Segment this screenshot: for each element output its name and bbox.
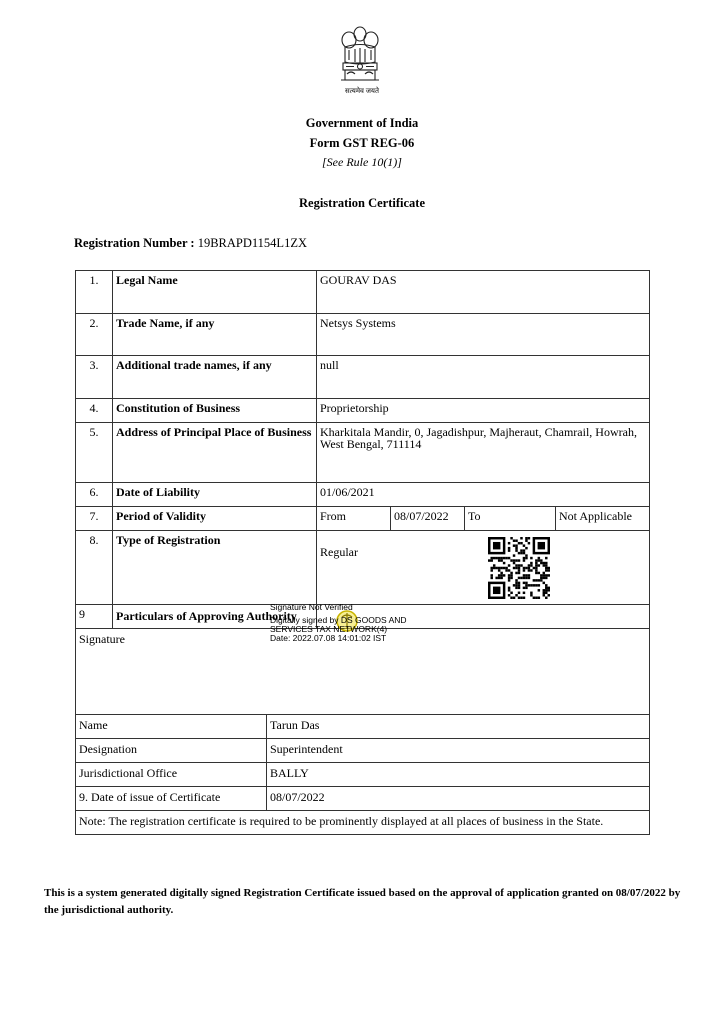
officer-value: Superintendent [267, 739, 650, 763]
validity-to-value: Not Applicable [556, 507, 650, 531]
officer-value: 08/07/2022 [267, 787, 650, 811]
table-row [76, 739, 650, 763]
row-value [317, 531, 650, 605]
signature-date: Date: 2022.07.08 14:01:02 IST [270, 633, 387, 643]
row-label: Date of Liability [113, 483, 317, 507]
row-value: Proprietorship [317, 399, 650, 423]
approving-authority-table [75, 628, 650, 835]
row-number: 3. [76, 356, 113, 399]
digital-signature-stamp [270, 603, 407, 643]
signature-label: Signature [76, 629, 650, 715]
officer-label: 9. Date of issue of Certificate [76, 787, 267, 811]
row-label: Particulars of Approving Authority [113, 605, 317, 629]
registration-type: Regular [320, 545, 358, 559]
row-label: Constitution of Business [113, 399, 317, 423]
row-value: GOURAV DAS [317, 271, 650, 314]
registration-number-value: 19BRAPD1154L1ZX [197, 236, 307, 250]
certificate-note: Note: The registration certificate is required to be prominently displayed at all places of business in the State. [76, 811, 650, 835]
rule-reference: [See Rule 10(1)] [322, 155, 402, 169]
row-value: null [317, 356, 650, 399]
row-label: Type of Registration [113, 531, 317, 605]
table-row [76, 507, 650, 531]
table-row [76, 423, 650, 483]
officer-value: Tarun Das [267, 715, 650, 739]
signature-signer: Digitally signed by DS GOODS AND [270, 615, 407, 625]
qr-code-icon [488, 537, 550, 599]
validity-from-value: 08/07/2022 [391, 507, 465, 531]
row-number: 8. [76, 531, 113, 605]
row-number: 9 [76, 605, 113, 629]
row-number: 4. [76, 399, 113, 423]
signature-status: Signature Not Verified [270, 602, 353, 612]
row-value: 01/06/2021 [317, 483, 650, 507]
validity-to-label: To [465, 507, 556, 531]
row-value: Kharkitala Mandir, 0, Jagadishpur, Majheraut, Chamrail, Howrah, West Bengal, 711114 [317, 423, 650, 483]
row-label: Address of Principal Place of Business [113, 423, 317, 483]
form-title: Form GST REG-06 [309, 136, 415, 150]
national-emblem-icon [335, 22, 385, 96]
table-row [76, 271, 650, 314]
registration-details-table [75, 270, 650, 629]
officer-value: BALLY [267, 763, 650, 787]
row-number: 7. [76, 507, 113, 531]
row-label: Additional trade names, if any [113, 356, 317, 399]
table-row [76, 811, 650, 835]
table-row [76, 763, 650, 787]
row-label: Trade Name, if any [113, 314, 317, 356]
emblem-motto: सत्यमेव जयते [345, 87, 379, 95]
row-number: 1. [76, 271, 113, 314]
table-row [76, 715, 650, 739]
row-number: 5. [76, 423, 113, 483]
row-number: 6. [76, 483, 113, 507]
row-label: Legal Name [113, 271, 317, 314]
row-value: Netsys Systems [317, 314, 650, 356]
table-row [76, 314, 650, 356]
officer-label: Designation [76, 739, 267, 763]
table-row [76, 356, 650, 399]
certificate-title: Registration Certificate [299, 196, 425, 210]
officer-label: Name [76, 715, 267, 739]
validity-from-label: From [317, 507, 391, 531]
registration-number [74, 236, 307, 251]
table-row [76, 531, 650, 605]
signature-signer-org: SERVICES TAX NETWORK(4) [270, 624, 388, 634]
table-row [76, 787, 650, 811]
officer-label: Jurisdictional Office [76, 763, 267, 787]
registration-number-label: Registration Number : [74, 236, 195, 250]
row-number: 2. [76, 314, 113, 356]
table-row [76, 483, 650, 507]
government-title: Government of India [305, 116, 419, 130]
row-label: Period of Validity [113, 507, 317, 531]
footer-disclaimer: This is a system generated digitally signed Registration Certificate issued based on the approval of application granted on 08/07/2022 by the jurisdictional authority. [44, 887, 681, 916]
table-row [76, 399, 650, 423]
